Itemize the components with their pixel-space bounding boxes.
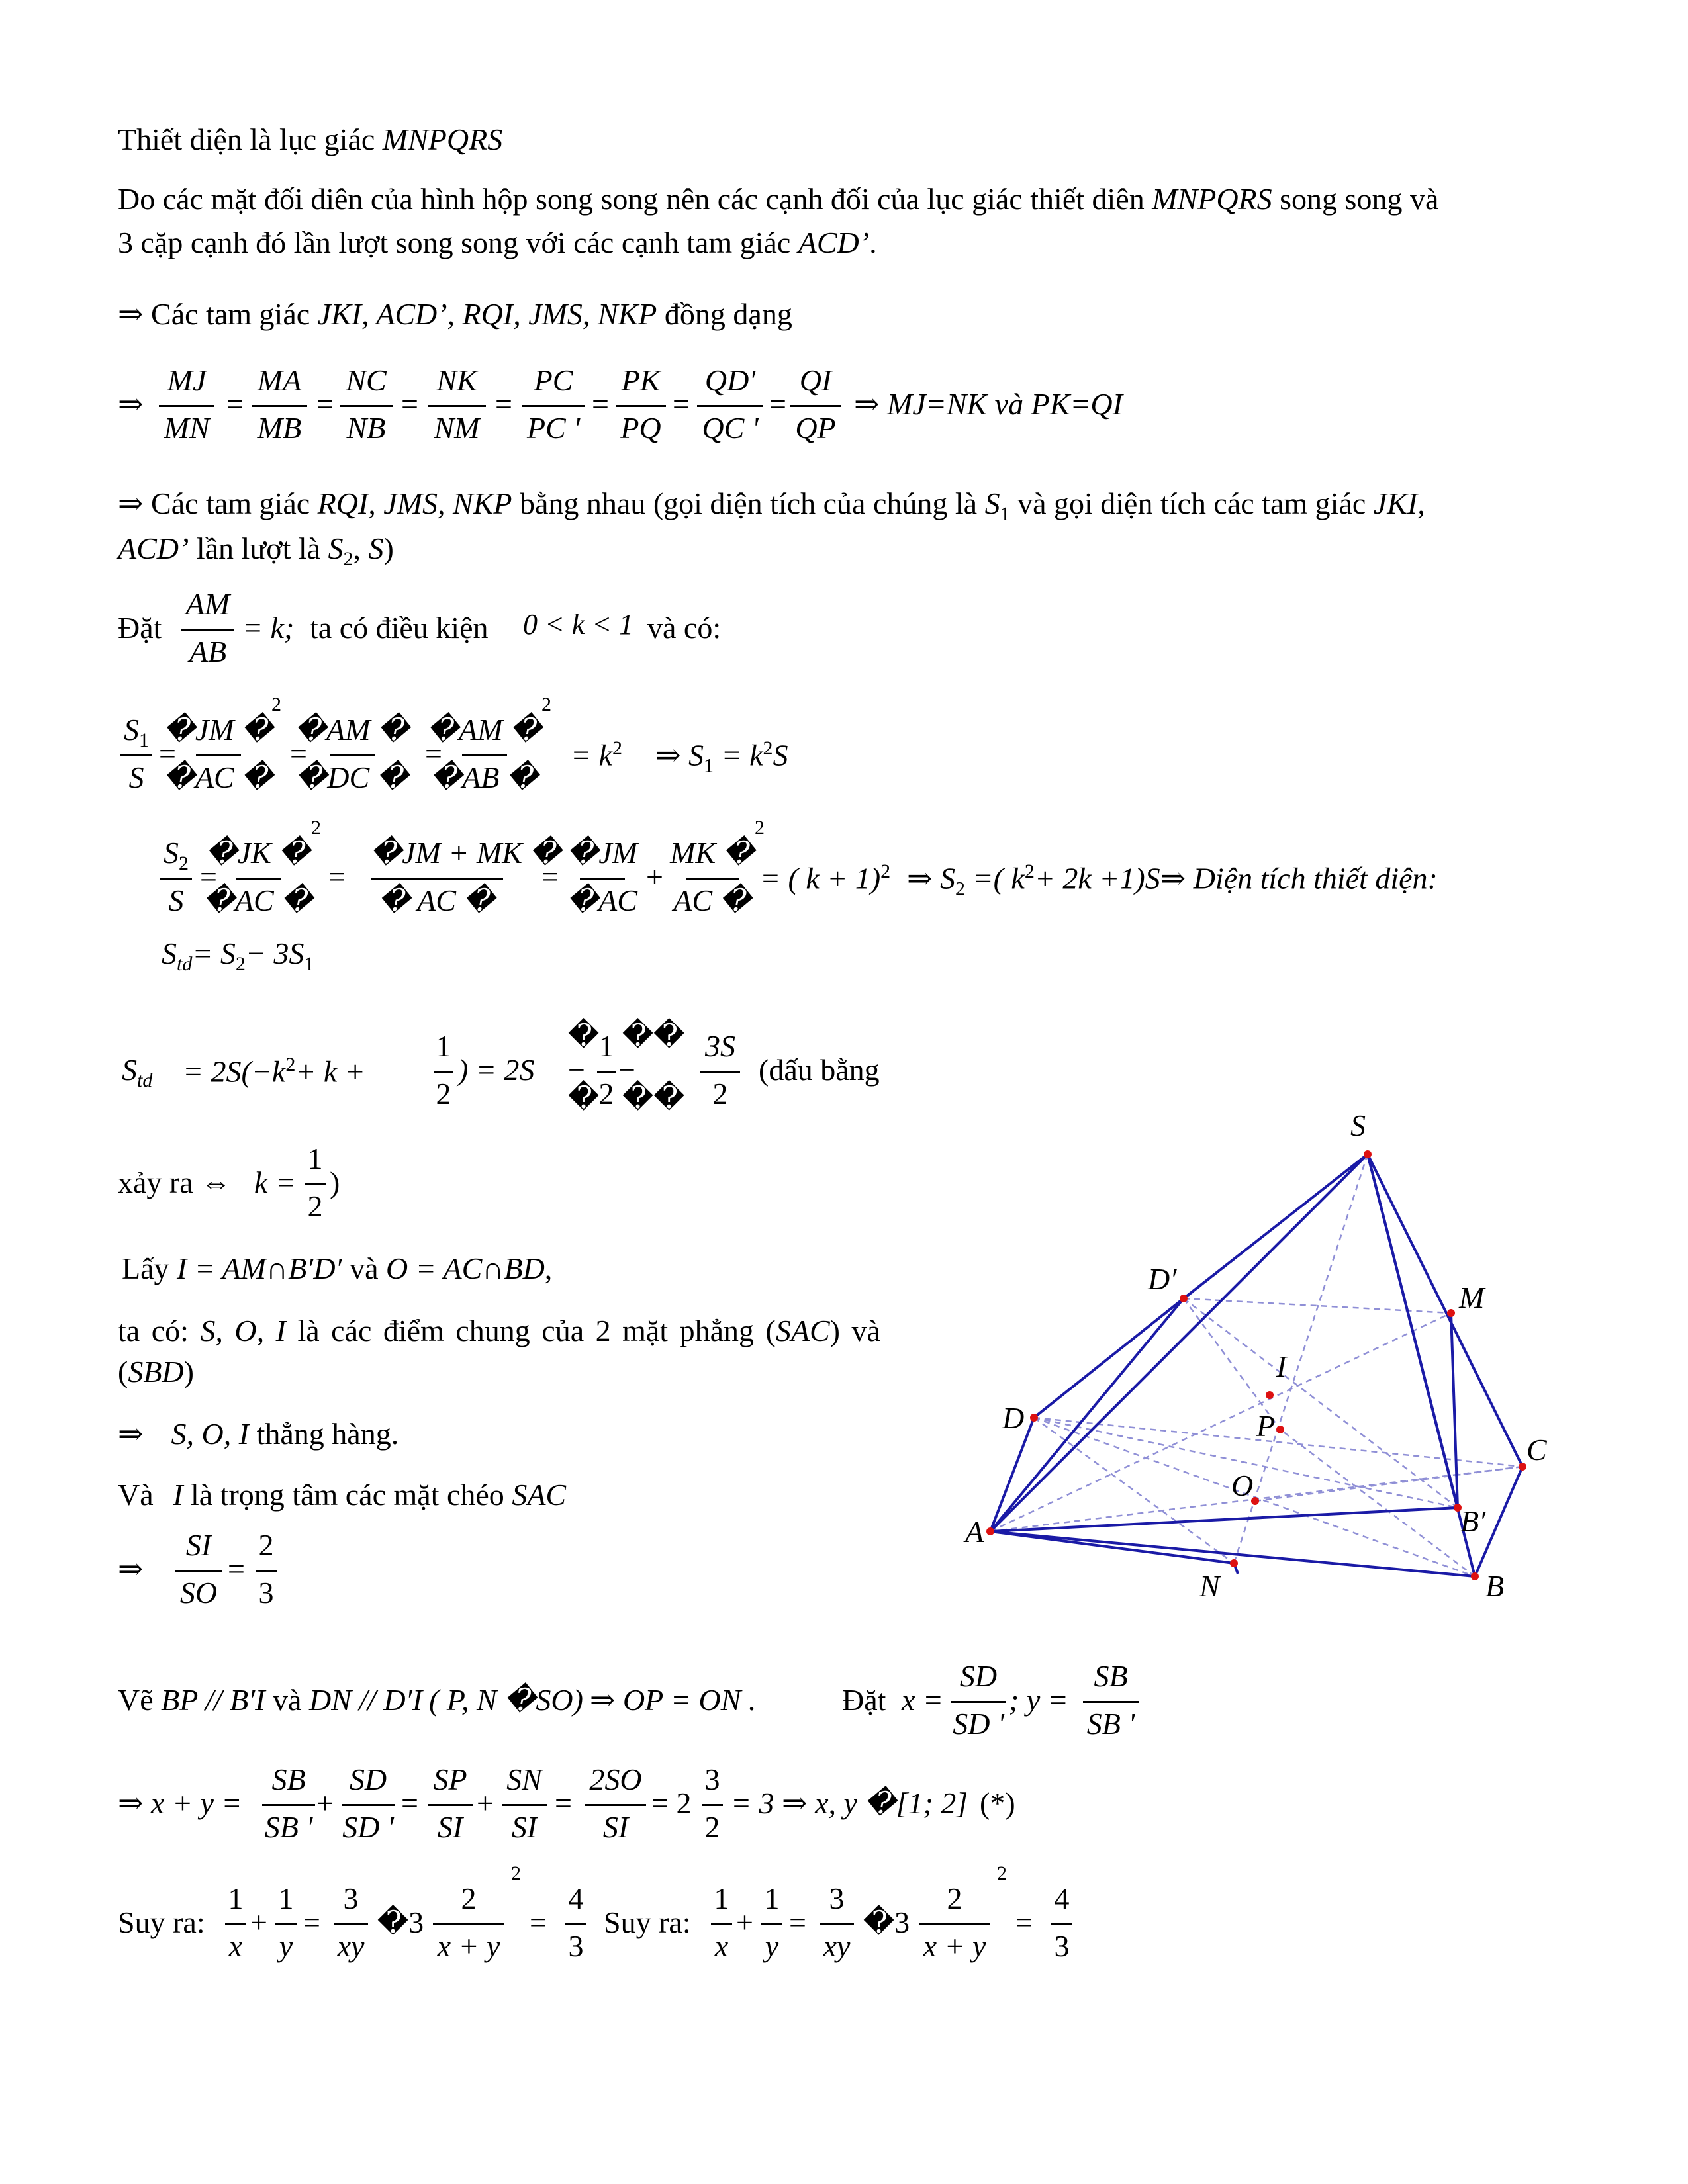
text: ) bbox=[183, 1355, 194, 1388]
label-p: P bbox=[1256, 1409, 1276, 1443]
text: O = AC∩BD bbox=[386, 1251, 545, 1285]
equals-sign: = bbox=[555, 1786, 572, 1820]
numerator: �JM + MK � bbox=[371, 836, 561, 870]
text: RQI, JMS, NKP bbox=[317, 486, 512, 520]
conclusion-text: ⇒ MJ=NK và PK=QI bbox=[854, 387, 1123, 421]
implies-symbol: ⇒ bbox=[118, 1552, 144, 1586]
numerator: 2 bbox=[461, 1882, 477, 1915]
denominator: x + y bbox=[923, 1929, 986, 1963]
text: ⇒ bbox=[118, 1417, 144, 1451]
text: S bbox=[984, 486, 1000, 520]
equals-sign: = bbox=[228, 1552, 245, 1586]
point-d bbox=[1030, 1414, 1038, 1422]
edge-d-d1 bbox=[1034, 1298, 1184, 1418]
text: Vẽ bbox=[118, 1683, 162, 1717]
numerator: 4 bbox=[1054, 1882, 1070, 1915]
edge-a-b bbox=[990, 1531, 1475, 1576]
numerator: PK bbox=[621, 363, 661, 397]
line-b-p bbox=[1280, 1430, 1475, 1576]
equals-sign: = bbox=[159, 737, 176, 770]
denominator: xy bbox=[337, 1929, 365, 1963]
denominator: MB bbox=[257, 411, 302, 445]
text: , bbox=[544, 1251, 553, 1285]
text: SBD bbox=[128, 1355, 184, 1388]
point-i bbox=[1266, 1391, 1274, 1399]
text: S bbox=[162, 936, 177, 970]
denominator: 2 bbox=[307, 1189, 323, 1223]
numerator: SN bbox=[506, 1762, 542, 1796]
denominator: NM bbox=[434, 411, 480, 445]
edge-a-b1 bbox=[990, 1508, 1458, 1531]
superscript: 2 bbox=[880, 860, 891, 882]
plus-sign: + bbox=[646, 860, 663, 893]
text: = k bbox=[714, 738, 763, 772]
text: và bbox=[342, 1251, 387, 1285]
superscript: 2 bbox=[997, 1862, 1007, 1884]
text: và có: bbox=[647, 611, 722, 645]
denominator: SO bbox=[179, 1576, 218, 1610]
garbled-glyph: �� bbox=[622, 1081, 685, 1115]
denominator: SD ' bbox=[953, 1707, 1004, 1741]
numerator: 3S bbox=[705, 1029, 735, 1063]
equals-sign: = bbox=[303, 1905, 320, 1939]
text: S bbox=[124, 713, 139, 747]
numerator: SB bbox=[1094, 1659, 1128, 1693]
text: BP // B′I bbox=[161, 1683, 265, 1717]
superscript: 2 bbox=[271, 694, 281, 715]
text: JKI, bbox=[1373, 486, 1425, 520]
numerator: 1 bbox=[436, 1029, 451, 1063]
text: ) bbox=[330, 1165, 340, 1199]
superscript: 2 bbox=[763, 737, 773, 759]
denominator: �AC bbox=[567, 884, 637, 917]
label-n: N bbox=[1199, 1569, 1220, 1603]
denominator: 2 bbox=[598, 1077, 614, 1111]
denominator: S bbox=[128, 760, 144, 794]
text: Suy ra: bbox=[604, 1905, 691, 1939]
label-d: D bbox=[1002, 1401, 1025, 1435]
numerator: 3 bbox=[704, 1762, 720, 1796]
denominator: 3 bbox=[258, 1576, 274, 1610]
equals-sign: = bbox=[226, 387, 244, 421]
point-d1 bbox=[1180, 1295, 1188, 1302]
edge-s-b1 bbox=[1368, 1154, 1458, 1508]
denominator: y bbox=[279, 1929, 293, 1963]
denominator: 2 bbox=[712, 1077, 728, 1111]
text: I = AM∩B′D′ bbox=[177, 1251, 342, 1285]
superscript: 2 bbox=[541, 694, 551, 715]
text: (*) bbox=[980, 1786, 1015, 1820]
numerator: NC bbox=[346, 363, 387, 397]
text: �3 bbox=[377, 1905, 424, 1939]
solid-edges bbox=[990, 1154, 1523, 1576]
numerator: 2 bbox=[258, 1528, 274, 1562]
denominator: SB ' bbox=[264, 1810, 313, 1844]
denominator: NB bbox=[346, 411, 386, 445]
text: ) = 2S bbox=[458, 1053, 535, 1087]
numerator: 1 bbox=[278, 1882, 294, 1915]
text: lần lượt là bbox=[189, 531, 328, 565]
denominator: �AC � bbox=[164, 760, 273, 794]
text: ⇒ S bbox=[655, 738, 704, 772]
text: = ( k + 1) bbox=[760, 861, 881, 895]
denominator: S bbox=[168, 884, 184, 917]
text: ⇒ S bbox=[907, 861, 956, 895]
text: − bbox=[618, 1053, 635, 1087]
text: S bbox=[122, 1053, 137, 1087]
text: ACD’ bbox=[798, 226, 870, 259]
text: MNPQRS bbox=[1152, 182, 1272, 216]
superscript: 2 bbox=[755, 817, 765, 839]
numerator: PC bbox=[534, 363, 573, 397]
denominator: x bbox=[228, 1929, 243, 1963]
subscript: 1 bbox=[704, 754, 714, 777]
numerator: �AM � bbox=[295, 713, 410, 747]
text: , bbox=[353, 531, 369, 565]
point-m bbox=[1447, 1309, 1455, 1317]
garbled-glyph: � bbox=[568, 1081, 600, 1115]
text: Do các mặt đối diên của hình hộp song song nên các cạnh đối của lục giác thiết diên bbox=[118, 182, 1152, 216]
point-p bbox=[1276, 1426, 1284, 1433]
text: ⇒ Các tam giác bbox=[118, 297, 318, 331]
superscript: 2 bbox=[1024, 860, 1035, 882]
denominator: y bbox=[765, 1929, 779, 1963]
equals-sign: = bbox=[673, 387, 690, 421]
text: và gọi diện tích các tam giác bbox=[1009, 486, 1374, 520]
text: = 2S(−k bbox=[183, 1054, 286, 1089]
text: ; y = bbox=[1009, 1683, 1068, 1717]
denominator: SI bbox=[437, 1810, 463, 1844]
text: k = bbox=[254, 1165, 296, 1199]
label-c: C bbox=[1526, 1433, 1547, 1467]
plus-sign: + bbox=[477, 1786, 494, 1820]
equals-sign: = bbox=[530, 1905, 547, 1939]
text: − bbox=[568, 1053, 585, 1087]
numerator: SI bbox=[185, 1528, 212, 1562]
point-n bbox=[1230, 1559, 1238, 1567]
denominator: AC � bbox=[673, 884, 751, 917]
subscript: td bbox=[137, 1069, 153, 1092]
text: thẳng hàng. bbox=[249, 1417, 399, 1451]
numerator: 1 bbox=[307, 1142, 323, 1175]
text: Đặt bbox=[842, 1683, 886, 1717]
superscript: 2 bbox=[511, 1862, 521, 1884]
text: Lấy bbox=[122, 1251, 177, 1285]
equals-sign: = bbox=[316, 387, 334, 421]
text: ta có điều kiện bbox=[310, 611, 489, 645]
denominator: SI bbox=[511, 1810, 538, 1844]
label-i: I bbox=[1276, 1349, 1287, 1383]
plus-sign: + bbox=[736, 1905, 753, 1939]
text: S bbox=[328, 531, 344, 565]
garbled-glyph: �� bbox=[622, 1019, 685, 1052]
numerator: SP bbox=[433, 1762, 467, 1796]
text: =( k bbox=[965, 861, 1025, 895]
denominator: xy bbox=[823, 1929, 851, 1963]
edge-s-c bbox=[1368, 1154, 1523, 1467]
subscript: td bbox=[177, 953, 193, 976]
numerator: 1 bbox=[764, 1882, 780, 1915]
text: SAC bbox=[512, 1478, 567, 1512]
denominator: SI bbox=[602, 1810, 629, 1844]
subscript: 2 bbox=[343, 548, 353, 570]
superscript: 2 bbox=[612, 737, 622, 759]
denominator: 3 bbox=[568, 1929, 584, 1963]
text: ( bbox=[118, 1355, 128, 1388]
numerator: �JM � bbox=[164, 713, 273, 747]
numerator: �JM bbox=[567, 836, 637, 870]
denominator: SD ' bbox=[342, 1810, 394, 1844]
numerator: 2SO bbox=[589, 1762, 642, 1796]
denominator: SB ' bbox=[1086, 1707, 1135, 1741]
text: = k; bbox=[242, 611, 295, 645]
point-c bbox=[1519, 1463, 1526, 1471]
numerator: 3 bbox=[343, 1882, 359, 1915]
edge-s-a bbox=[990, 1154, 1368, 1531]
denominator: �DC � bbox=[296, 760, 408, 794]
point-a bbox=[986, 1527, 994, 1535]
text: JKI, ACD’, RQI, JMS, NKP bbox=[317, 297, 657, 331]
text: đồng dạng bbox=[657, 297, 792, 331]
text: Đặt bbox=[118, 611, 162, 645]
denominator: QP bbox=[795, 411, 836, 445]
text: + 2k +1)S⇒ Diện tích thiết diện: bbox=[1034, 861, 1438, 895]
numerator: NK bbox=[436, 363, 477, 397]
text: ⇒ x + y = bbox=[118, 1786, 242, 1820]
text: song song và bbox=[1272, 182, 1439, 216]
text: S bbox=[368, 531, 384, 565]
text: 0 < k < 1 bbox=[523, 608, 633, 641]
text: ) bbox=[383, 531, 394, 565]
label-a: A bbox=[965, 1515, 984, 1549]
subscript: 1 bbox=[1000, 503, 1010, 525]
denominator: MN bbox=[164, 411, 210, 445]
numerator: QI bbox=[799, 363, 832, 397]
equals-sign: = bbox=[328, 860, 346, 893]
denominator: �AB � bbox=[430, 760, 539, 794]
subscript: 2 bbox=[235, 953, 246, 976]
text: ⇒ Các tam giác bbox=[118, 486, 318, 520]
point-s bbox=[1364, 1150, 1372, 1158]
text: ( P, N �SO) bbox=[429, 1683, 583, 1717]
line-d-c bbox=[1034, 1418, 1523, 1467]
numerator: 1 bbox=[598, 1029, 614, 1063]
text: ta có: bbox=[118, 1314, 201, 1347]
text: = S bbox=[192, 936, 236, 970]
edge-m-b1 bbox=[1451, 1313, 1458, 1508]
superscript: 2 bbox=[285, 1054, 296, 1075]
plus-sign: + bbox=[250, 1905, 267, 1939]
text: bằng nhau (gọi diện tích của chúng là bbox=[512, 486, 985, 520]
text: I bbox=[173, 1478, 183, 1512]
numerator: �JK � bbox=[206, 836, 310, 870]
label-m: M bbox=[1459, 1281, 1485, 1314]
text: S, O, I bbox=[171, 1417, 250, 1451]
line-o-c bbox=[1255, 1467, 1523, 1501]
equals-sign: = bbox=[769, 387, 786, 421]
subscript: 1 bbox=[304, 953, 314, 976]
label-o: O bbox=[1231, 1469, 1254, 1502]
text: MNPQRS bbox=[382, 122, 503, 156]
dashed-hidden-lines bbox=[990, 1154, 1523, 1576]
label-b: B bbox=[1485, 1569, 1505, 1603]
edge-s-d1 bbox=[1184, 1154, 1368, 1298]
numerator: SB bbox=[271, 1762, 306, 1796]
text: − 3S bbox=[245, 936, 305, 970]
numerator: 3 bbox=[829, 1882, 845, 1915]
text: xảy ra ⇔ bbox=[118, 1165, 232, 1199]
text: Suy ra: bbox=[118, 1905, 205, 1939]
subscript: 2 bbox=[179, 852, 189, 875]
text: ACD’ bbox=[118, 531, 189, 565]
denominator: x bbox=[714, 1929, 729, 1963]
text: + k + bbox=[295, 1054, 365, 1089]
text: 3 cặp cạnh đó lần lượt song song với các cạnh tam giác bbox=[118, 226, 798, 259]
label-s: S bbox=[1350, 1109, 1366, 1142]
label-b1: B′ bbox=[1460, 1504, 1486, 1538]
numerator: �AM � bbox=[427, 713, 542, 747]
denominator: x + y bbox=[437, 1929, 500, 1963]
text: . bbox=[869, 226, 877, 259]
equals-sign: = bbox=[425, 737, 442, 770]
numerator: AM bbox=[185, 587, 230, 621]
text: Và bbox=[118, 1478, 162, 1512]
text: = 2 bbox=[651, 1786, 692, 1820]
numerator: MK � bbox=[670, 836, 755, 870]
text: S, O, I bbox=[200, 1314, 286, 1347]
denominator: 2 bbox=[704, 1810, 720, 1844]
text: x = bbox=[902, 1683, 943, 1717]
text: ⇒ OP = ON . bbox=[589, 1683, 757, 1717]
equals-sign: = bbox=[401, 387, 418, 421]
text: S bbox=[164, 836, 179, 870]
equals-sign: = bbox=[200, 860, 217, 893]
numerator: 1 bbox=[714, 1882, 729, 1915]
equals-sign: = bbox=[495, 387, 512, 421]
text: và bbox=[265, 1683, 309, 1717]
text: là các điểm chung của 2 mặt phẳng ( bbox=[285, 1314, 776, 1347]
equals-sign: = bbox=[592, 387, 609, 421]
numerator: 2 bbox=[947, 1882, 962, 1915]
equals-sign: = bbox=[290, 737, 307, 770]
denominator: PC ' bbox=[526, 411, 581, 445]
numerator: 1 bbox=[228, 1882, 244, 1915]
subscript: 2 bbox=[955, 878, 966, 900]
numerator: MJ bbox=[167, 363, 207, 397]
equals-sign: = bbox=[1015, 1905, 1033, 1939]
text: �3 bbox=[863, 1905, 910, 1939]
label-d1: D′ bbox=[1148, 1262, 1177, 1296]
numerator: QD' bbox=[704, 363, 756, 397]
denominator: AB bbox=[189, 635, 227, 668]
plus-sign: + bbox=[316, 1786, 334, 1820]
point-b bbox=[1471, 1572, 1479, 1580]
text: (dấu bằng bbox=[759, 1053, 880, 1087]
denominator: � AC � bbox=[379, 884, 495, 917]
text: ) và bbox=[829, 1314, 880, 1347]
text: S bbox=[773, 738, 788, 772]
numerator: SD bbox=[959, 1659, 998, 1693]
text: Thiết diện là lục giác bbox=[118, 122, 383, 156]
equals-sign: = bbox=[401, 1786, 418, 1820]
denominator: PQ bbox=[620, 411, 661, 445]
equals-sign: = bbox=[541, 860, 559, 893]
text: DN // D′I bbox=[308, 1683, 423, 1717]
superscript: 2 bbox=[311, 817, 321, 839]
subscript: 1 bbox=[139, 729, 149, 752]
numerator: MA bbox=[257, 363, 302, 397]
numerator: 4 bbox=[568, 1882, 584, 1915]
text: là trọng tâm các mặt chéo bbox=[183, 1478, 512, 1512]
implies-symbol: ⇒ bbox=[118, 387, 144, 421]
text: = 3 ⇒ x, y �[1; 2] bbox=[731, 1786, 968, 1820]
equals-sign: = bbox=[789, 1905, 806, 1939]
denominator: 2 bbox=[436, 1077, 451, 1111]
numerator: SD bbox=[349, 1762, 387, 1796]
denominator: �AC � bbox=[203, 884, 313, 917]
text: SAC bbox=[775, 1314, 830, 1347]
points bbox=[986, 1150, 1526, 1580]
denominator: 3 bbox=[1054, 1929, 1070, 1963]
garbled-glyph: � bbox=[568, 1019, 600, 1052]
denominator: QC ' bbox=[702, 411, 759, 445]
text: = k bbox=[571, 738, 612, 772]
